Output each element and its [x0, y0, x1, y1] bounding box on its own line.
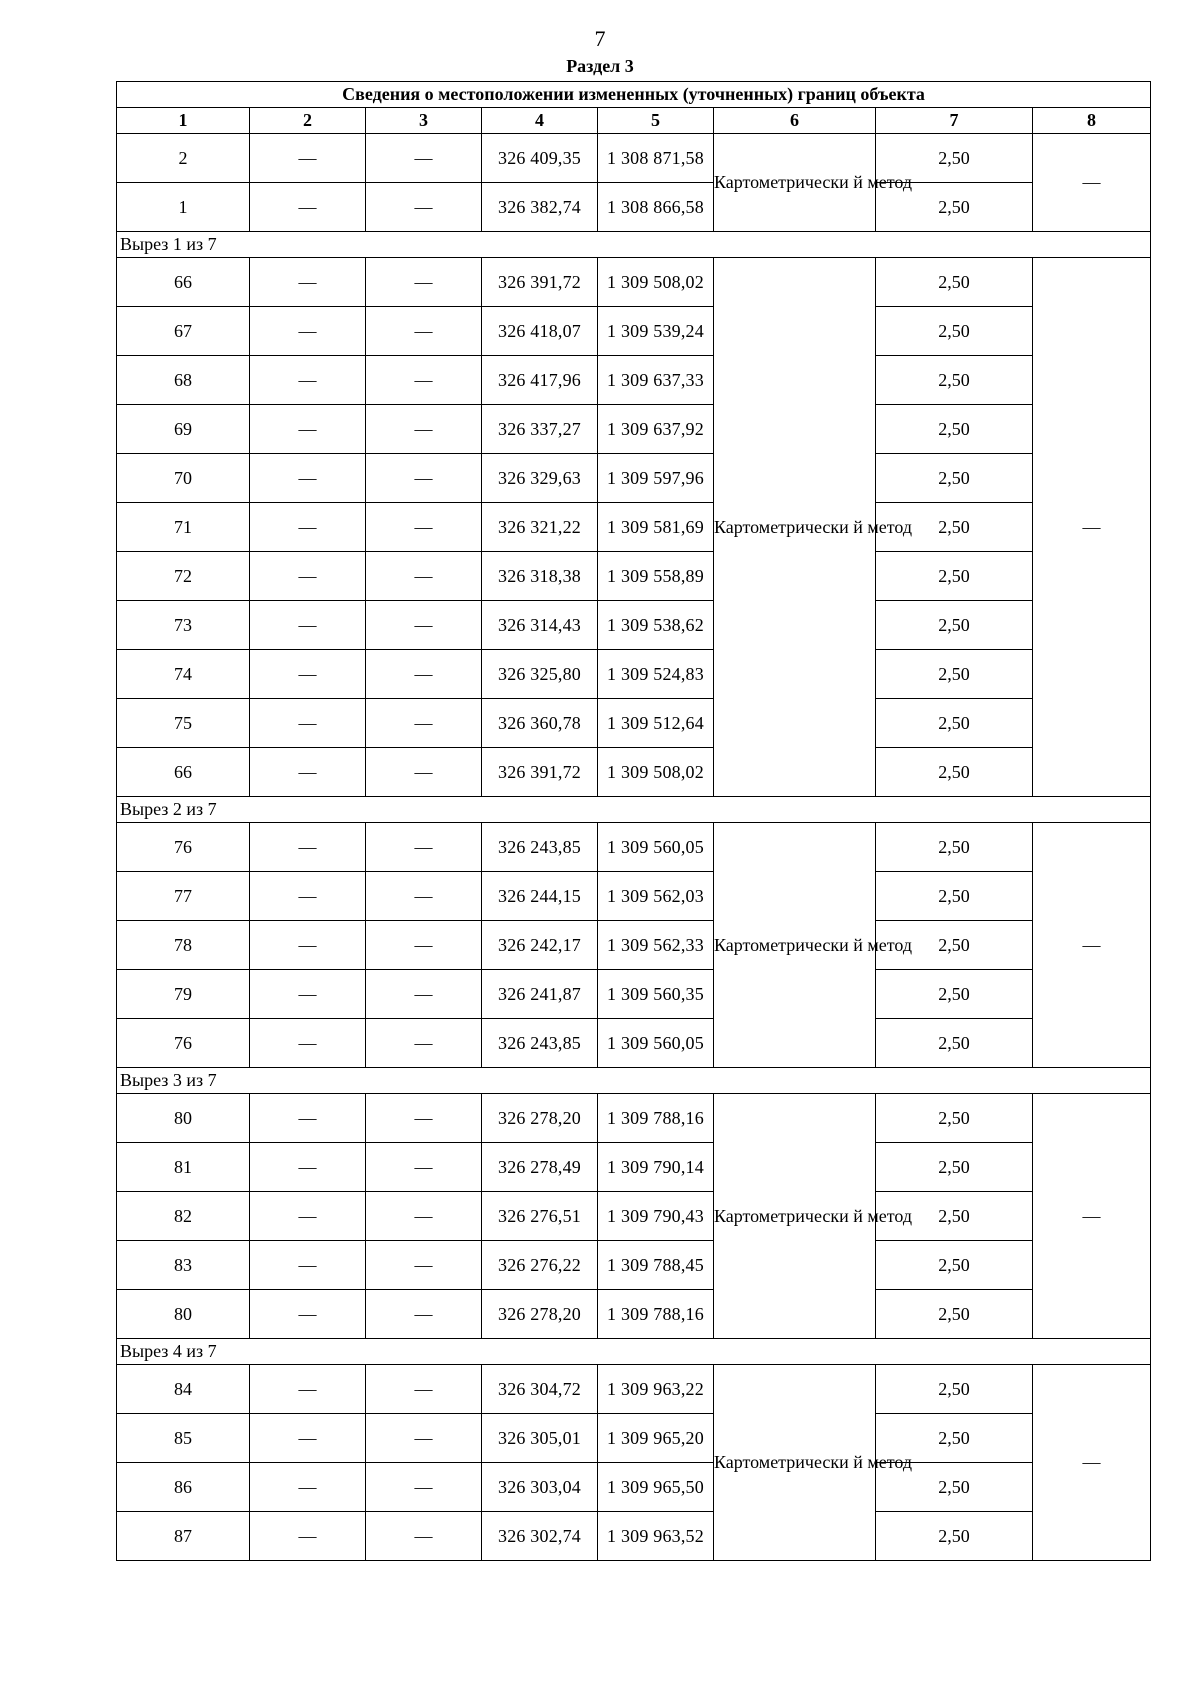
- column-3-cell: —: [366, 970, 482, 1019]
- boundary-table: [116, 81, 1151, 1561]
- y-coordinate-cell: 1 309 788,16: [598, 1094, 714, 1143]
- accuracy-cell: 2,50: [876, 1463, 1033, 1512]
- y-coordinate-cell: 1 309 637,33: [598, 356, 714, 405]
- x-coordinate-cell: 326 244,15: [482, 872, 598, 921]
- y-coordinate-cell: 1 309 963,22: [598, 1365, 714, 1414]
- y-coordinate-cell: 1 309 790,43: [598, 1192, 714, 1241]
- accuracy-cell: 2,50: [876, 307, 1033, 356]
- y-coordinate-cell: 1 309 965,50: [598, 1463, 714, 1512]
- x-coordinate-cell: 326 303,04: [482, 1463, 598, 1512]
- point-number-cell: 86: [117, 1463, 250, 1512]
- column-2-cell: —: [250, 1241, 366, 1290]
- column-2-cell: —: [250, 1019, 366, 1068]
- column-3-cell: —: [366, 258, 482, 307]
- column-2-cell: —: [250, 1463, 366, 1512]
- accuracy-cell: 2,50: [876, 921, 1033, 970]
- y-coordinate-cell: 1 309 558,89: [598, 552, 714, 601]
- table-row: [117, 1290, 1151, 1339]
- y-coordinate-cell: 1 309 508,02: [598, 258, 714, 307]
- table-row: [117, 454, 1151, 503]
- cutout-label-row: [117, 1339, 1151, 1365]
- column-3-cell: —: [366, 134, 482, 183]
- column-8-cell: —: [1033, 1094, 1151, 1339]
- point-number-cell: 1: [117, 183, 250, 232]
- column-2-cell: —: [250, 921, 366, 970]
- column-2-cell: —: [250, 405, 366, 454]
- column-2-cell: —: [250, 823, 366, 872]
- table-row: [117, 405, 1151, 454]
- x-coordinate-cell: 326 337,27: [482, 405, 598, 454]
- point-number-cell: 72: [117, 552, 250, 601]
- column-2-cell: —: [250, 183, 366, 232]
- point-number-cell: 78: [117, 921, 250, 970]
- point-number-cell: 2: [117, 134, 250, 183]
- y-coordinate-cell: 1 309 581,69: [598, 503, 714, 552]
- column-3-cell: —: [366, 1241, 482, 1290]
- x-coordinate-cell: 326 243,85: [482, 823, 598, 872]
- column-2-cell: —: [250, 307, 366, 356]
- table-row: [117, 872, 1151, 921]
- column-number: 5: [598, 108, 714, 134]
- point-number-cell: 80: [117, 1290, 250, 1339]
- column-number: 4: [482, 108, 598, 134]
- column-2-cell: —: [250, 258, 366, 307]
- table-caption-row: [117, 82, 1151, 108]
- table-body: [117, 134, 1151, 1561]
- accuracy-cell: 2,50: [876, 552, 1033, 601]
- column-2-cell: —: [250, 503, 366, 552]
- point-number-cell: 76: [117, 1019, 250, 1068]
- method-cell: Картометрически й метод: [714, 258, 876, 797]
- point-number-cell: 84: [117, 1365, 250, 1414]
- accuracy-cell: 2,50: [876, 183, 1033, 232]
- accuracy-cell: 2,50: [876, 356, 1033, 405]
- column-2-cell: —: [250, 699, 366, 748]
- x-coordinate-cell: 326 325,80: [482, 650, 598, 699]
- accuracy-cell: 2,50: [876, 1512, 1033, 1561]
- y-coordinate-cell: 1 308 866,58: [598, 183, 714, 232]
- point-number-cell: 82: [117, 1192, 250, 1241]
- method-cell: Картометрически й метод: [714, 823, 876, 1068]
- accuracy-cell: 2,50: [876, 1241, 1033, 1290]
- cutout-label: Вырез 2 из 7: [117, 797, 1151, 823]
- x-coordinate-cell: 326 302,74: [482, 1512, 598, 1561]
- y-coordinate-cell: 1 308 871,58: [598, 134, 714, 183]
- table-row: [117, 650, 1151, 699]
- cutout-label: Вырез 4 из 7: [117, 1339, 1151, 1365]
- accuracy-cell: 2,50: [876, 1019, 1033, 1068]
- column-3-cell: —: [366, 699, 482, 748]
- column-3-cell: —: [366, 1019, 482, 1068]
- column-2-cell: —: [250, 1512, 366, 1561]
- table-row: [117, 1414, 1151, 1463]
- method-cell: Картометрически й метод: [714, 1365, 876, 1561]
- point-number-cell: 68: [117, 356, 250, 405]
- point-number-cell: 69: [117, 405, 250, 454]
- table-row: [117, 1094, 1151, 1143]
- y-coordinate-cell: 1 309 788,16: [598, 1290, 714, 1339]
- x-coordinate-cell: 326 314,43: [482, 601, 598, 650]
- x-coordinate-cell: 326 242,17: [482, 921, 598, 970]
- point-number-cell: 81: [117, 1143, 250, 1192]
- point-number-cell: 67: [117, 307, 250, 356]
- column-3-cell: —: [366, 921, 482, 970]
- y-coordinate-cell: 1 309 965,20: [598, 1414, 714, 1463]
- table-row: [117, 307, 1151, 356]
- point-number-cell: 83: [117, 1241, 250, 1290]
- cutout-label: Вырез 1 из 7: [117, 232, 1151, 258]
- table-row: [117, 1365, 1151, 1414]
- cutout-label-row: [117, 232, 1151, 258]
- x-coordinate-cell: 326 278,20: [482, 1290, 598, 1339]
- point-number-cell: 87: [117, 1512, 250, 1561]
- table-row: [117, 134, 1151, 183]
- table-row: [117, 552, 1151, 601]
- x-coordinate-cell: 326 276,51: [482, 1192, 598, 1241]
- accuracy-cell: 2,50: [876, 1192, 1033, 1241]
- column-2-cell: —: [250, 1365, 366, 1414]
- table-row: [117, 823, 1151, 872]
- y-coordinate-cell: 1 309 512,64: [598, 699, 714, 748]
- accuracy-cell: 2,50: [876, 1094, 1033, 1143]
- point-number-cell: 71: [117, 503, 250, 552]
- accuracy-cell: 2,50: [876, 1365, 1033, 1414]
- column-2-cell: —: [250, 748, 366, 797]
- y-coordinate-cell: 1 309 524,83: [598, 650, 714, 699]
- point-number-cell: 80: [117, 1094, 250, 1143]
- table-row: [117, 503, 1151, 552]
- y-coordinate-cell: 1 309 637,92: [598, 405, 714, 454]
- table-row: [117, 1143, 1151, 1192]
- table-row: [117, 356, 1151, 405]
- column-3-cell: —: [366, 1290, 482, 1339]
- column-2-cell: —: [250, 552, 366, 601]
- column-2-cell: —: [250, 970, 366, 1019]
- column-2-cell: —: [250, 872, 366, 921]
- x-coordinate-cell: 326 321,22: [482, 503, 598, 552]
- y-coordinate-cell: 1 309 963,52: [598, 1512, 714, 1561]
- accuracy-cell: 2,50: [876, 699, 1033, 748]
- column-number: 8: [1033, 108, 1151, 134]
- accuracy-cell: 2,50: [876, 258, 1033, 307]
- column-3-cell: —: [366, 823, 482, 872]
- column-2-cell: —: [250, 134, 366, 183]
- column-3-cell: —: [366, 872, 482, 921]
- column-2-cell: —: [250, 1192, 366, 1241]
- column-3-cell: —: [366, 1512, 482, 1561]
- column-8-cell: —: [1033, 1365, 1151, 1561]
- table-row: [117, 1463, 1151, 1512]
- table-row: [117, 183, 1151, 232]
- point-number-cell: 76: [117, 823, 250, 872]
- y-coordinate-cell: 1 309 597,96: [598, 454, 714, 503]
- method-cell: Картометрически й метод: [714, 1094, 876, 1339]
- accuracy-cell: 2,50: [876, 872, 1033, 921]
- column-8-cell: —: [1033, 134, 1151, 232]
- accuracy-cell: 2,50: [876, 970, 1033, 1019]
- column-3-cell: —: [366, 1094, 482, 1143]
- column-3-cell: —: [366, 356, 482, 405]
- cutout-label: Вырез 3 из 7: [117, 1068, 1151, 1094]
- y-coordinate-cell: 1 309 539,24: [598, 307, 714, 356]
- accuracy-cell: 2,50: [876, 1290, 1033, 1339]
- x-coordinate-cell: 326 243,85: [482, 1019, 598, 1068]
- column-3-cell: —: [366, 650, 482, 699]
- point-number-cell: 77: [117, 872, 250, 921]
- x-coordinate-cell: 326 360,78: [482, 699, 598, 748]
- cutout-label-row: [117, 797, 1151, 823]
- column-3-cell: —: [366, 748, 482, 797]
- column-2-cell: —: [250, 601, 366, 650]
- x-coordinate-cell: 326 305,01: [482, 1414, 598, 1463]
- table-row: [117, 748, 1151, 797]
- x-coordinate-cell: 326 409,35: [482, 134, 598, 183]
- x-coordinate-cell: 326 391,72: [482, 258, 598, 307]
- table-row: [117, 601, 1151, 650]
- x-coordinate-cell: 326 382,74: [482, 183, 598, 232]
- y-coordinate-cell: 1 309 508,02: [598, 748, 714, 797]
- column-2-cell: —: [250, 1094, 366, 1143]
- y-coordinate-cell: 1 309 562,03: [598, 872, 714, 921]
- column-2-cell: —: [250, 1290, 366, 1339]
- column-2-cell: —: [250, 650, 366, 699]
- column-8-cell: —: [1033, 258, 1151, 797]
- x-coordinate-cell: 326 418,07: [482, 307, 598, 356]
- column-3-cell: —: [366, 1143, 482, 1192]
- table-row: [117, 970, 1151, 1019]
- point-number-cell: 73: [117, 601, 250, 650]
- table-row: [117, 1019, 1151, 1068]
- x-coordinate-cell: 326 329,63: [482, 454, 598, 503]
- column-number: 3: [366, 108, 482, 134]
- y-coordinate-cell: 1 309 788,45: [598, 1241, 714, 1290]
- accuracy-cell: 2,50: [876, 405, 1033, 454]
- column-2-cell: —: [250, 356, 366, 405]
- point-number-cell: 66: [117, 258, 250, 307]
- y-coordinate-cell: 1 309 560,05: [598, 1019, 714, 1068]
- accuracy-cell: 2,50: [876, 1414, 1033, 1463]
- accuracy-cell: 2,50: [876, 748, 1033, 797]
- column-3-cell: —: [366, 1463, 482, 1512]
- table-row: [117, 1192, 1151, 1241]
- y-coordinate-cell: 1 309 562,33: [598, 921, 714, 970]
- x-coordinate-cell: 326 276,22: [482, 1241, 598, 1290]
- column-3-cell: —: [366, 1414, 482, 1463]
- column-2-cell: —: [250, 454, 366, 503]
- column-3-cell: —: [366, 1365, 482, 1414]
- x-coordinate-cell: 326 304,72: [482, 1365, 598, 1414]
- point-number-cell: 66: [117, 748, 250, 797]
- table-row: [117, 699, 1151, 748]
- point-number-cell: 75: [117, 699, 250, 748]
- column-3-cell: —: [366, 601, 482, 650]
- y-coordinate-cell: 1 309 790,14: [598, 1143, 714, 1192]
- accuracy-cell: 2,50: [876, 1143, 1033, 1192]
- y-coordinate-cell: 1 309 538,62: [598, 601, 714, 650]
- method-cell: Картометрически й метод: [714, 134, 876, 232]
- table-row: [117, 258, 1151, 307]
- x-coordinate-cell: 326 278,49: [482, 1143, 598, 1192]
- point-number-cell: 70: [117, 454, 250, 503]
- column-2-cell: —: [250, 1143, 366, 1192]
- column-number-row: [117, 108, 1151, 134]
- point-number-cell: 79: [117, 970, 250, 1019]
- column-8-cell: —: [1033, 823, 1151, 1068]
- table-row: [117, 1241, 1151, 1290]
- x-coordinate-cell: 326 318,38: [482, 552, 598, 601]
- x-coordinate-cell: 326 417,96: [482, 356, 598, 405]
- column-3-cell: —: [366, 1192, 482, 1241]
- accuracy-cell: 2,50: [876, 601, 1033, 650]
- column-number: 6: [714, 108, 876, 134]
- cutout-label-row: [117, 1068, 1151, 1094]
- column-number: 2: [250, 108, 366, 134]
- y-coordinate-cell: 1 309 560,05: [598, 823, 714, 872]
- point-number-cell: 85: [117, 1414, 250, 1463]
- column-2-cell: —: [250, 1414, 366, 1463]
- table-row: [117, 1512, 1151, 1561]
- column-number: 1: [117, 108, 250, 134]
- y-coordinate-cell: 1 309 560,35: [598, 970, 714, 1019]
- column-3-cell: —: [366, 405, 482, 454]
- accuracy-cell: 2,50: [876, 134, 1033, 183]
- table-caption: Сведения о местоположении измененных (уточненных) границ объекта: [117, 82, 1151, 108]
- column-3-cell: —: [366, 454, 482, 503]
- column-3-cell: —: [366, 503, 482, 552]
- column-3-cell: —: [366, 552, 482, 601]
- accuracy-cell: 2,50: [876, 823, 1033, 872]
- accuracy-cell: 2,50: [876, 503, 1033, 552]
- section-title: Раздел 3: [566, 56, 634, 76]
- column-3-cell: —: [366, 307, 482, 356]
- table-row: [117, 921, 1151, 970]
- accuracy-cell: 2,50: [876, 454, 1033, 503]
- page-number: 7: [594, 26, 606, 51]
- x-coordinate-cell: 326 278,20: [482, 1094, 598, 1143]
- x-coordinate-cell: 326 391,72: [482, 748, 598, 797]
- column-number: 7: [876, 108, 1033, 134]
- accuracy-cell: 2,50: [876, 650, 1033, 699]
- column-3-cell: —: [366, 183, 482, 232]
- point-number-cell: 74: [117, 650, 250, 699]
- x-coordinate-cell: 326 241,87: [482, 970, 598, 1019]
